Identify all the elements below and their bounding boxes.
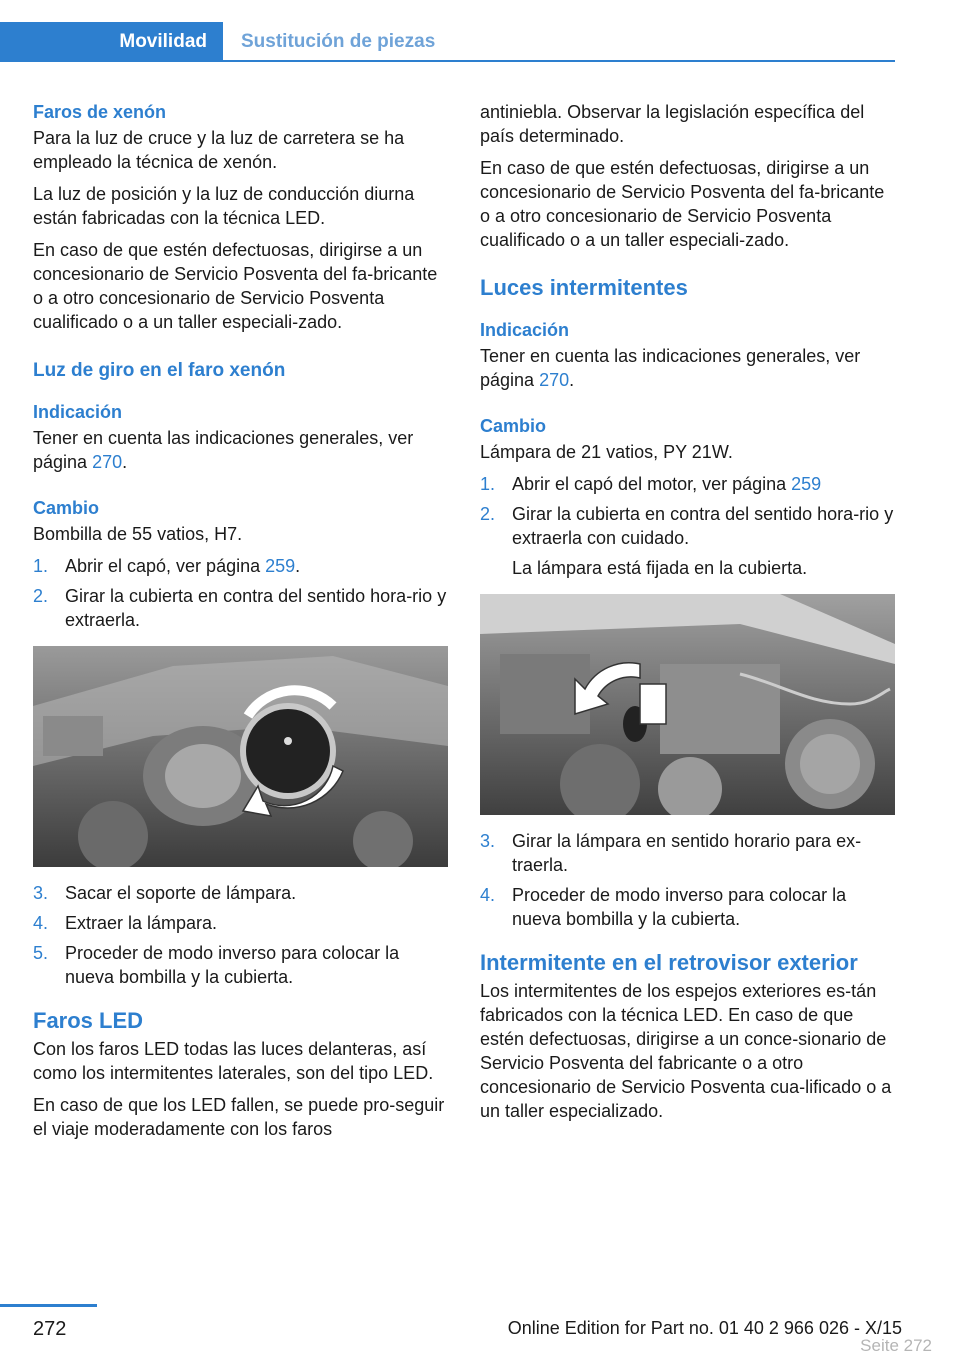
mirror-signal-heading: Intermitente en el retrovisor exterior bbox=[480, 950, 858, 975]
list-item bbox=[33, 911, 448, 935]
right-column bbox=[480, 100, 895, 1131]
page-link-259[interactable]: 259 bbox=[265, 556, 296, 576]
led-heading: Faros LED bbox=[33, 1008, 144, 1033]
change-text: Lámpara de 21 vatios, PY 21W. bbox=[480, 442, 733, 462]
indication-heading: Indicación bbox=[480, 320, 570, 340]
xenon-headlight-illustration bbox=[33, 646, 448, 867]
steps-list-a bbox=[480, 472, 895, 580]
change-heading: Cambio bbox=[480, 416, 547, 436]
step-number: 1. bbox=[33, 556, 49, 576]
indication-text-body: Tener en cuenta las indicaciones generales, ver página bbox=[33, 428, 414, 472]
change-heading: Cambio bbox=[33, 498, 100, 518]
continued-paragraph-2: En caso de que estén defectuosas, dirigirse a un concesionario de Servicio Posventa del fa-bricante o a otro concesionario de Servicio Posventa cualificado o a un taller especiali-zado. bbox=[480, 158, 885, 250]
led-paragraph-2: En caso de que los LED fallen, se puede pro-seguir el viaje moderadamente con los faros bbox=[33, 1095, 445, 1139]
indication-text bbox=[33, 426, 448, 474]
list-item bbox=[33, 584, 448, 632]
list-item bbox=[480, 502, 895, 580]
section-tab-sustitucion[interactable]: Sustitución de piezas bbox=[241, 31, 436, 52]
indication-text-body: Tener en cuenta las indicaciones generales, ver página bbox=[480, 346, 861, 390]
indication-text bbox=[480, 344, 895, 392]
list-item bbox=[480, 829, 895, 877]
change-text: Bombilla de 55 vatios, H7. bbox=[33, 524, 243, 544]
xenon-heading: Faros de xenón bbox=[33, 102, 167, 122]
edition-text: Online Edition for Part no. 01 40 2 966 026 - X/15 bbox=[507, 1318, 902, 1338]
step-number: 5. bbox=[33, 943, 49, 963]
indication-text-end: . bbox=[569, 370, 575, 390]
page-header bbox=[0, 0, 895, 62]
mirror-paragraph: Los intermitentes de los espejos exteriores es-tán fabricados con la técnica LED. En caso de que estén defectuosas, dirigirse a un conce-sionario de Servicio Posventa del fabricante o a otro concesionario de Servicio Posventa cua-lificado o a un taller especializado. bbox=[480, 981, 892, 1121]
footer-rule bbox=[0, 1304, 97, 1307]
step-number: 2. bbox=[480, 504, 496, 524]
step-number: 2. bbox=[33, 586, 49, 606]
step-text: Abrir el capó, ver página bbox=[65, 556, 266, 576]
step-text: Abrir el capó del motor, ver página bbox=[512, 474, 792, 494]
led-paragraph-1: Con los faros LED todas las luces delanteras, así como los intermitentes laterales, son del tipo LED. bbox=[33, 1039, 434, 1083]
list-item bbox=[33, 941, 448, 989]
step-text: Proceder de modo inverso para colocar la nueva bombilla y la cubierta. bbox=[65, 943, 400, 987]
indication-heading: Indicación bbox=[33, 402, 123, 422]
turn-light-heading: Luz de giro en el faro xenón bbox=[33, 360, 286, 381]
step-text: Sacar el soporte de lámpara. bbox=[65, 883, 297, 903]
step-text: Girar la cubierta en contra del sentido hora-rio y extraerla con cuidado. bbox=[512, 504, 894, 548]
continued-paragraph-1: antiniebla. Observar la legislación específica del país determinado. bbox=[480, 102, 865, 146]
list-item bbox=[480, 472, 895, 496]
step-text: Girar la lámpara en sentido horario para ex-traerla. bbox=[512, 831, 862, 875]
xenon-headlight-photo bbox=[33, 646, 448, 867]
step-note: La lámpara está fijada en la cubierta. bbox=[512, 558, 808, 578]
step-number: 4. bbox=[33, 913, 49, 933]
page-number: 272 bbox=[33, 1318, 67, 1340]
step-text: Girar la cubierta en contra del sentido hora-rio y extraerla. bbox=[65, 586, 447, 630]
indication-text-end: . bbox=[122, 452, 128, 472]
step-number: 3. bbox=[33, 883, 49, 903]
steps-list-b bbox=[33, 881, 448, 989]
list-item bbox=[480, 883, 895, 931]
xenon-paragraph-2: La luz de posición y la luz de conducción diurna están fabricadas con la técnica LED. bbox=[33, 184, 415, 228]
page-link-259[interactable]: 259 bbox=[791, 474, 822, 494]
step-text-end: . bbox=[295, 556, 301, 576]
turn-signals-heading: Luces intermitentes bbox=[480, 275, 688, 300]
page-link-270[interactable]: 270 bbox=[92, 452, 123, 472]
page-link-270[interactable]: 270 bbox=[539, 370, 570, 390]
step-text: Proceder de modo inverso para colocar la nueva bombilla y la cubierta. bbox=[512, 885, 847, 929]
watermark: Seite 272 bbox=[860, 1336, 932, 1355]
step-number: 3. bbox=[480, 831, 496, 851]
list-item bbox=[33, 554, 448, 578]
turn-signal-photo bbox=[480, 594, 895, 815]
header-rule bbox=[223, 60, 895, 62]
xenon-paragraph-3: En caso de que estén defectuosas, dirigirse a un concesionario de Servicio Posventa del fa-bricante o a otro concesionario de Servicio Posventa cualificado o a un taller especiali-zado. bbox=[33, 240, 438, 332]
step-number: 4. bbox=[480, 885, 496, 905]
left-column bbox=[33, 100, 448, 1149]
list-item bbox=[33, 881, 448, 905]
section-tab-movilidad[interactable]: Movilidad bbox=[0, 22, 223, 62]
step-text: Extraer la lámpara. bbox=[65, 913, 218, 933]
step-number: 1. bbox=[480, 474, 496, 494]
steps-list-b bbox=[480, 829, 895, 931]
turn-signal-illustration bbox=[480, 594, 895, 815]
xenon-paragraph-1: Para la luz de cruce y la luz de carretera se ha empleado la técnica de xenón. bbox=[33, 128, 405, 172]
steps-list-a bbox=[33, 554, 448, 632]
